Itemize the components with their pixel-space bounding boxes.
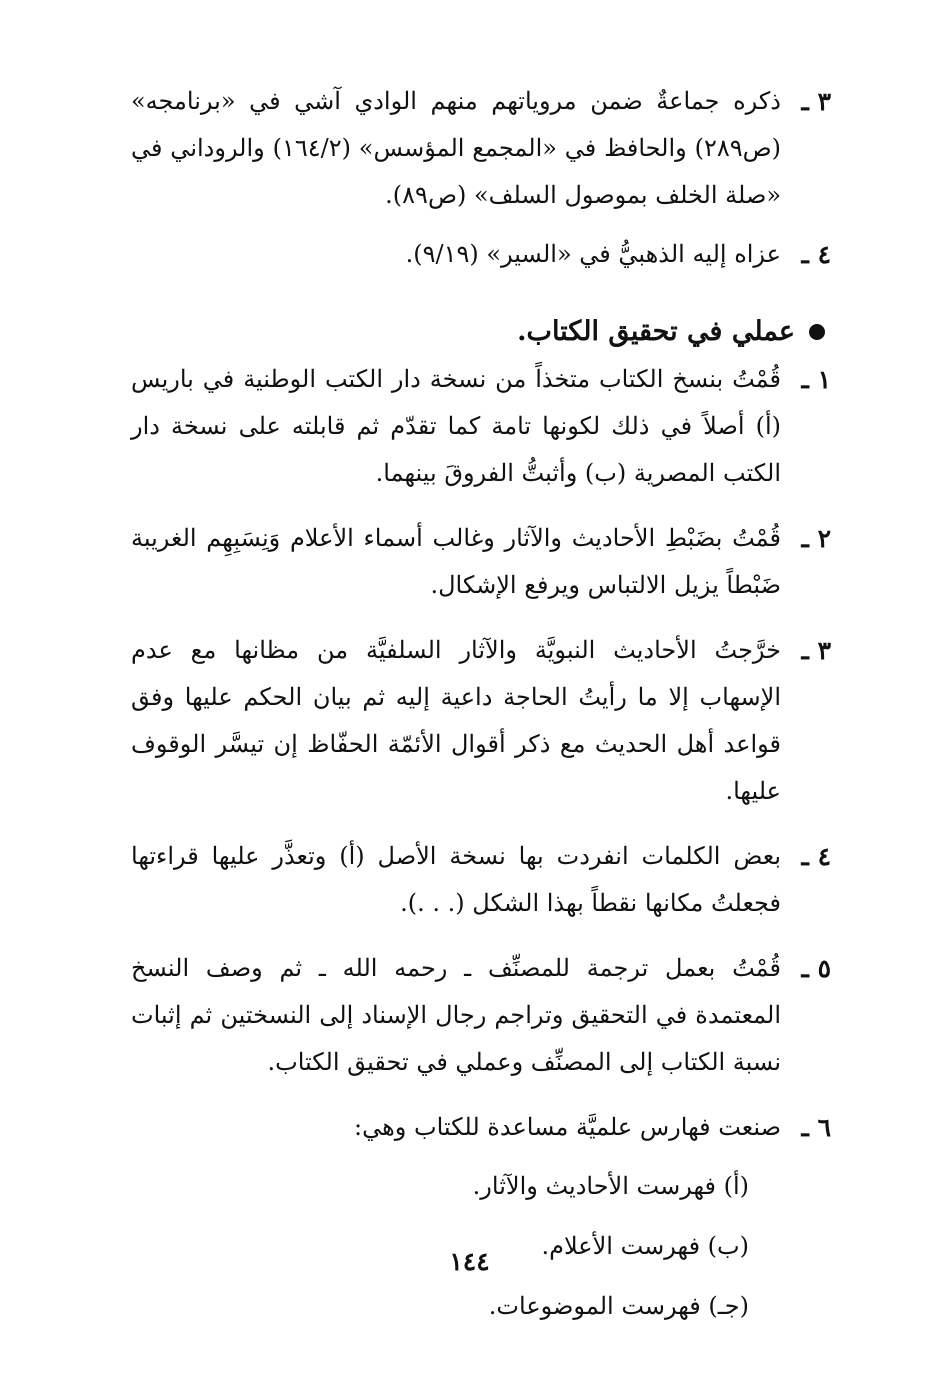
item-text: قُمْتُ بضَبْطِ الأحاديث والآثار وغالب أسماء الأعلام وَنِسَبِهِم الغريبة ضَبْطاً يزيل الالتباس ويرفع الإشكال. — [131, 524, 781, 599]
work-item-5 — [131, 945, 831, 1086]
item-text: عزاه إليه الذهبيُّ في «السير» (٩/١٩). — [405, 240, 781, 268]
index-item: (جـ) فهرست الموضوعات. — [488, 1292, 749, 1320]
section-heading — [131, 308, 831, 356]
page-number: ١٤٤ — [449, 1247, 490, 1276]
item-number: ٢ ـ — [801, 524, 831, 553]
section-heading-text: عملي في تحقيق الكتاب. — [517, 316, 795, 347]
page-body — [131, 78, 831, 1343]
item-text: قُمْتُ بنسخ الكتاب متخذاً من نسخة دار الكتب الوطنية في باريس (أ) أصلاً في ذلك لكونها تامة كما تقدّم ثم قابلته على نسخة دار الكتب المصرية (ب) وأثبتُّ الفروقَ بينهما. — [131, 365, 781, 487]
index-item: (ب) فهرست الأعلام. — [541, 1232, 749, 1260]
item-text: بعض الكلمات انفردت بها نسخة الأصل (أ) وتعذَّر عليها قراءتها فجعلتُ مكانها نقطاً بهذا الشكل (. . .). — [131, 842, 781, 917]
item-text: خرَّجتُ الأحاديث النبويَّة والآثار السلفيَّة من مظانها مع عدم الإسهاب إلا ما رأيتُ الحاجة داعية إليه ثم بيان الحكم عليها وفق قواعد أهل الحديث مع ذكر أقوال الأئمّة الحفّاظ إن تيسَّر الوقوف عليها. — [131, 636, 781, 805]
work-item-2 — [131, 515, 831, 609]
item-text: قُمْتُ بعمل ترجمة للمصنِّف ـ رحمه الله ـ ثم وصف النسخ المعتمدة في التحقيق وتراجم رجال الإسناد إلى النسختين ثم إثبات نسبة الكتاب إلى المصنِّف وعملي في تحقيق الكتاب. — [131, 954, 781, 1076]
item-number: ٤ ـ — [801, 240, 831, 269]
work-item-3 — [131, 627, 831, 815]
work-item-4 — [131, 833, 831, 927]
item-number: ٤ ـ — [801, 842, 831, 871]
item-number: ٦ ـ — [801, 1113, 831, 1142]
source-item-4 — [131, 231, 831, 278]
bullet-icon — [809, 324, 825, 340]
item-number: ٣ ـ — [801, 636, 831, 665]
source-item-3 — [131, 78, 831, 219]
work-item-1 — [131, 356, 831, 497]
item-number: ١ ـ — [801, 365, 831, 394]
item-number: ٣ ـ — [801, 87, 831, 116]
item-text: صنعت فهارس علميَّة مساعدة للكتاب وهي: — [354, 1113, 781, 1141]
work-item-6 — [131, 1104, 831, 1151]
item-number: ٥ ـ — [801, 954, 831, 983]
item-text: ذكره جماعةٌ ضمن مروياتهم منهم الوادي آشي في «برنامجه» (ص٢٨٩) والحافظ في «المجمع المؤسس» (١٦٤/٢) والروداني في «صلة الخلف بموصول السلف» (ص٨٩). — [131, 87, 781, 209]
index-item: (أ) فهرست الأحاديث والآثار. — [472, 1172, 749, 1200]
